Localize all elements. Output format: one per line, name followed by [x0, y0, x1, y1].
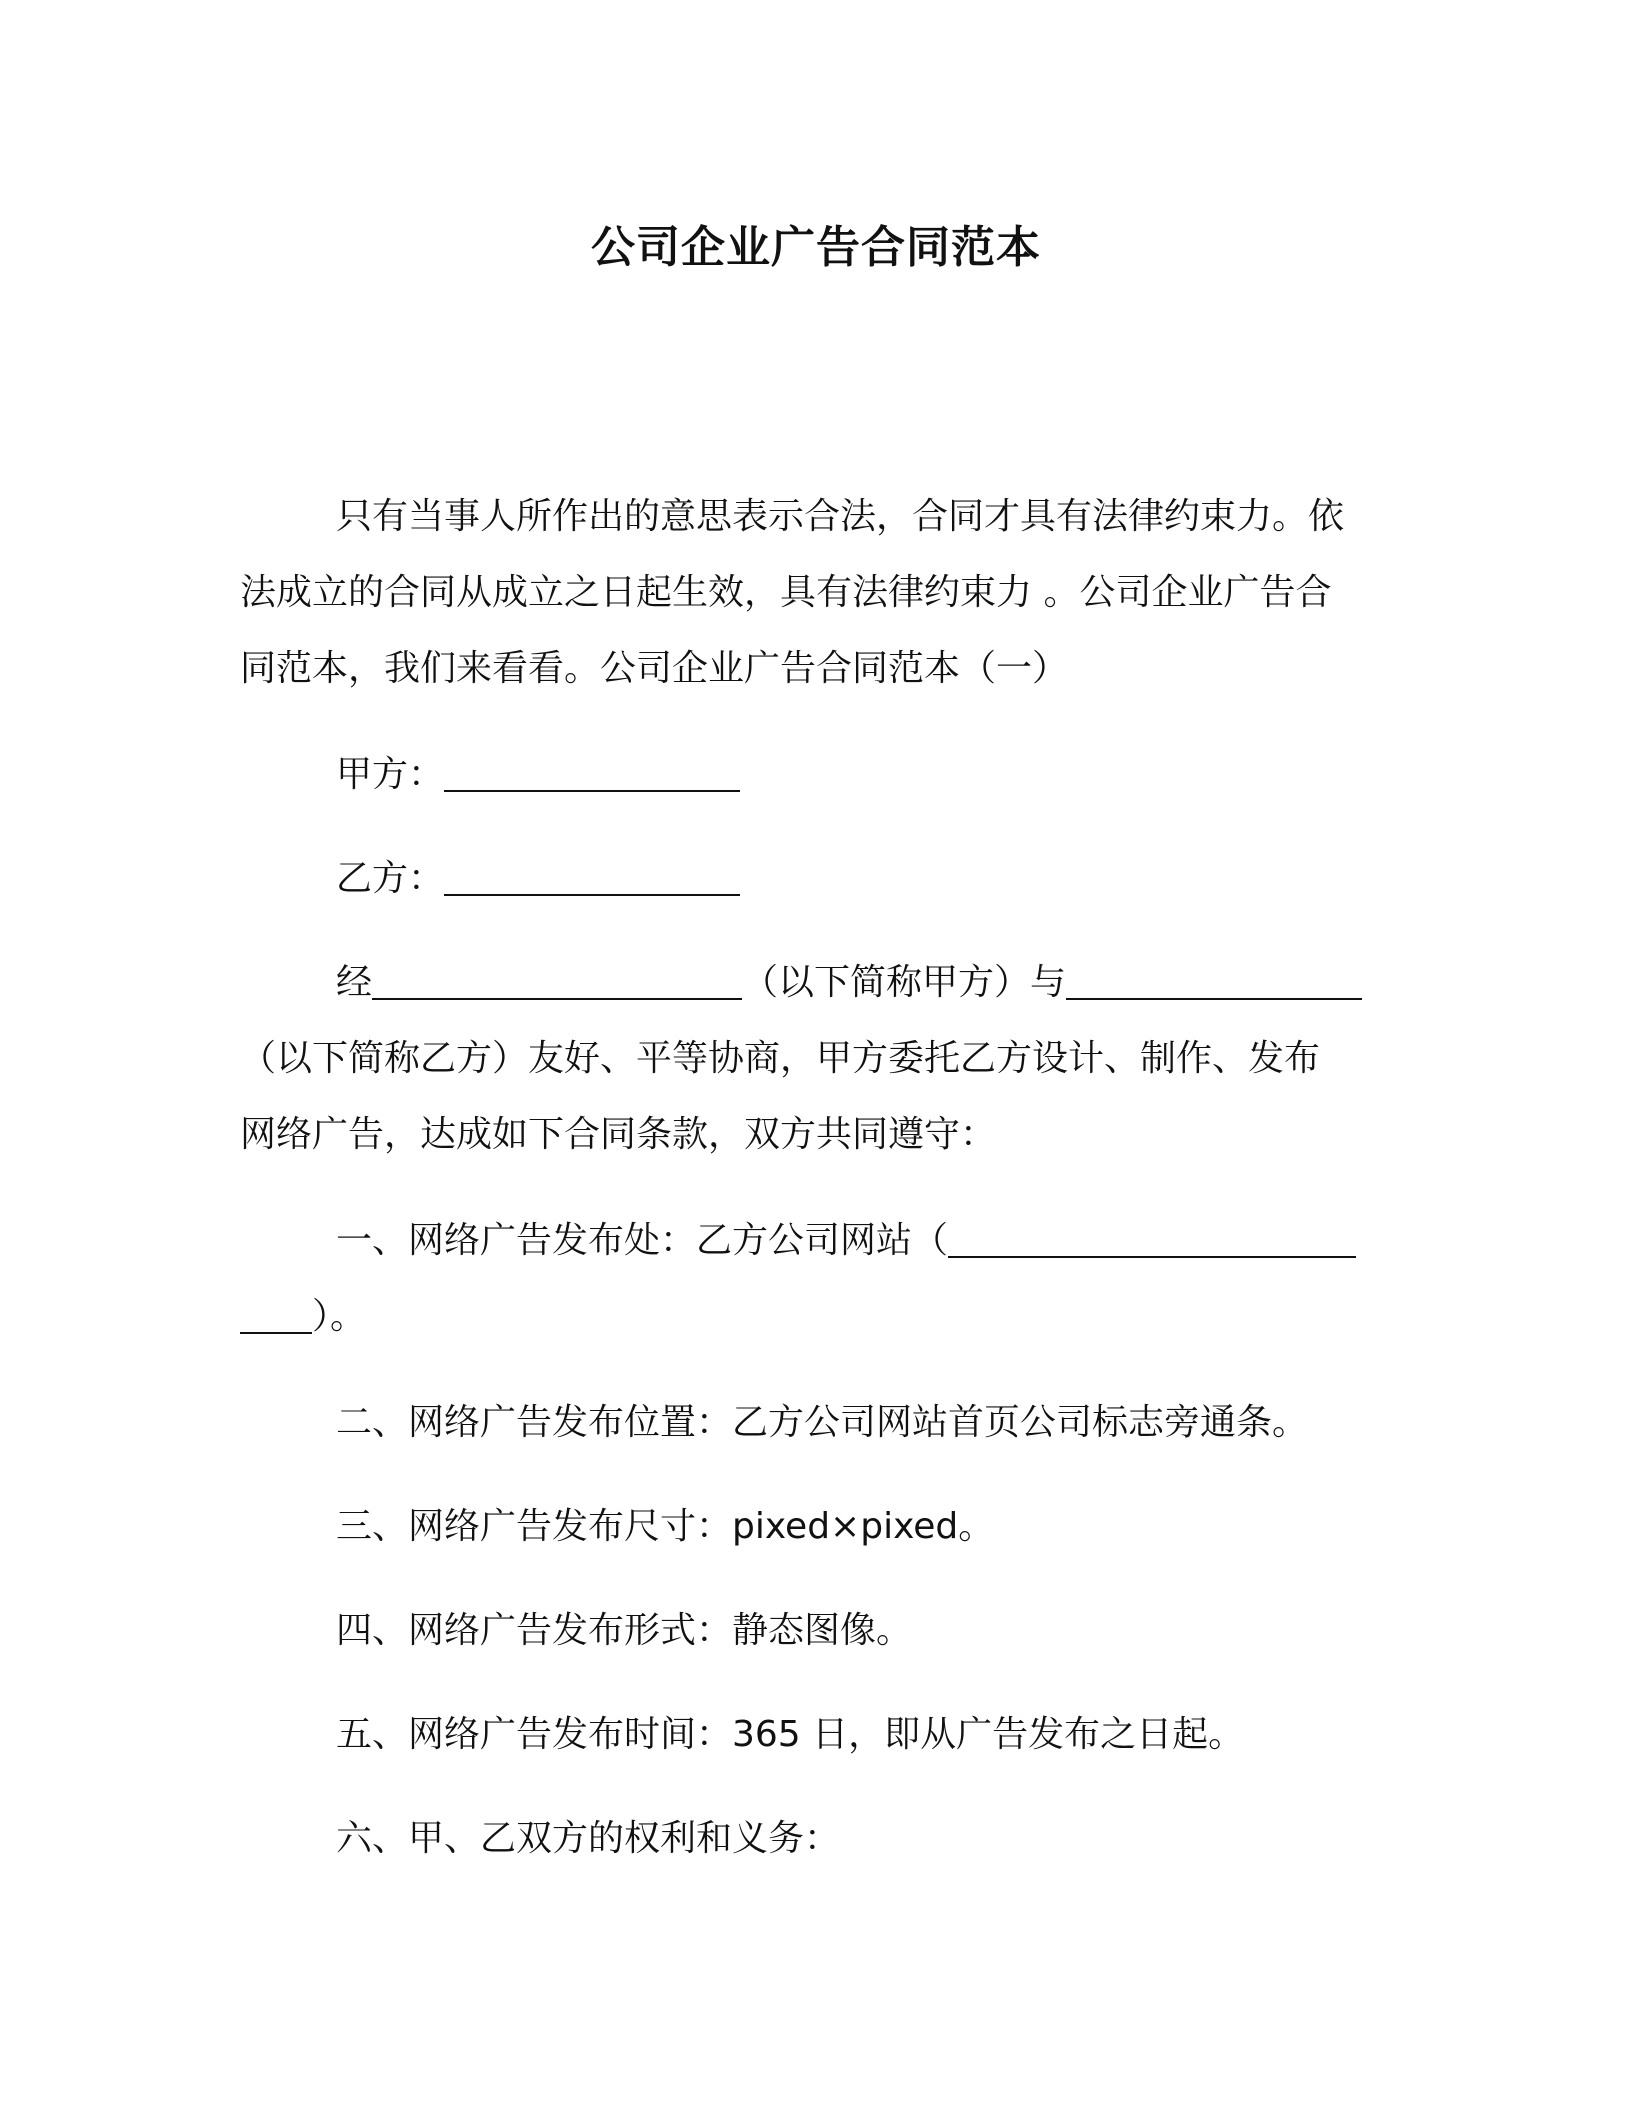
agreement-line-1 [336, 958, 1362, 1008]
clause-3: 三、网络广告发布尺寸：pixed×pixed。 [336, 1506, 995, 1547]
agreement-blank-party-b [1066, 962, 1362, 1000]
intro-line-3: 同范本，我们来看看。公司企业广告合同范本（一） [240, 648, 1069, 689]
party-b-row [336, 854, 740, 904]
clause-1-line-2 [240, 1292, 366, 1342]
agreement-prefix: 经 [336, 962, 373, 1003]
clause-1-line-1 [336, 1216, 1356, 1266]
document-title: 公司企业广告合同范本 [591, 222, 1041, 273]
party-b-blank [444, 858, 740, 896]
party-a-row [336, 750, 740, 800]
party-a-blank [444, 754, 740, 792]
party-b-label: 乙方： [336, 858, 445, 899]
agreement-line-2: （以下简称乙方）友好、平等协商，甲方委托乙方设计、制作、发布 [240, 1038, 1321, 1079]
agreement-middle: （以下简称甲方）与 [742, 962, 1067, 1003]
clause-5: 五、网络广告发布时间：365 日，即从广告发布之日起。 [336, 1714, 1245, 1755]
clause-4: 四、网络广告发布形式：静态图像。 [336, 1610, 913, 1651]
clause-2: 二、网络广告发布位置：乙方公司网站首页公司标志旁通条。 [336, 1402, 1309, 1443]
clause-1-blank-continued [240, 1296, 312, 1334]
clause-1-text: 一、网络广告发布处：乙方公司网站（ [336, 1220, 949, 1261]
clause-1-blank [948, 1220, 1356, 1258]
agreement-line-3: 网络广告，达成如下合同条款，双方共同遵守： [240, 1114, 997, 1155]
intro-line-1: 只有当事人所作出的意思表示合法，合同才具有法律约束力。依 [336, 496, 1345, 537]
clause-6: 六、甲、乙双方的权利和义务： [336, 1818, 841, 1859]
party-a-label: 甲方： [336, 754, 445, 795]
clause-1-end: ）。 [312, 1296, 367, 1337]
intro-line-2: 法成立的合同从成立之日起生效，具有法律约束力 。公司企业广告合 [240, 572, 1332, 613]
agreement-blank-party-a [372, 962, 742, 1000]
